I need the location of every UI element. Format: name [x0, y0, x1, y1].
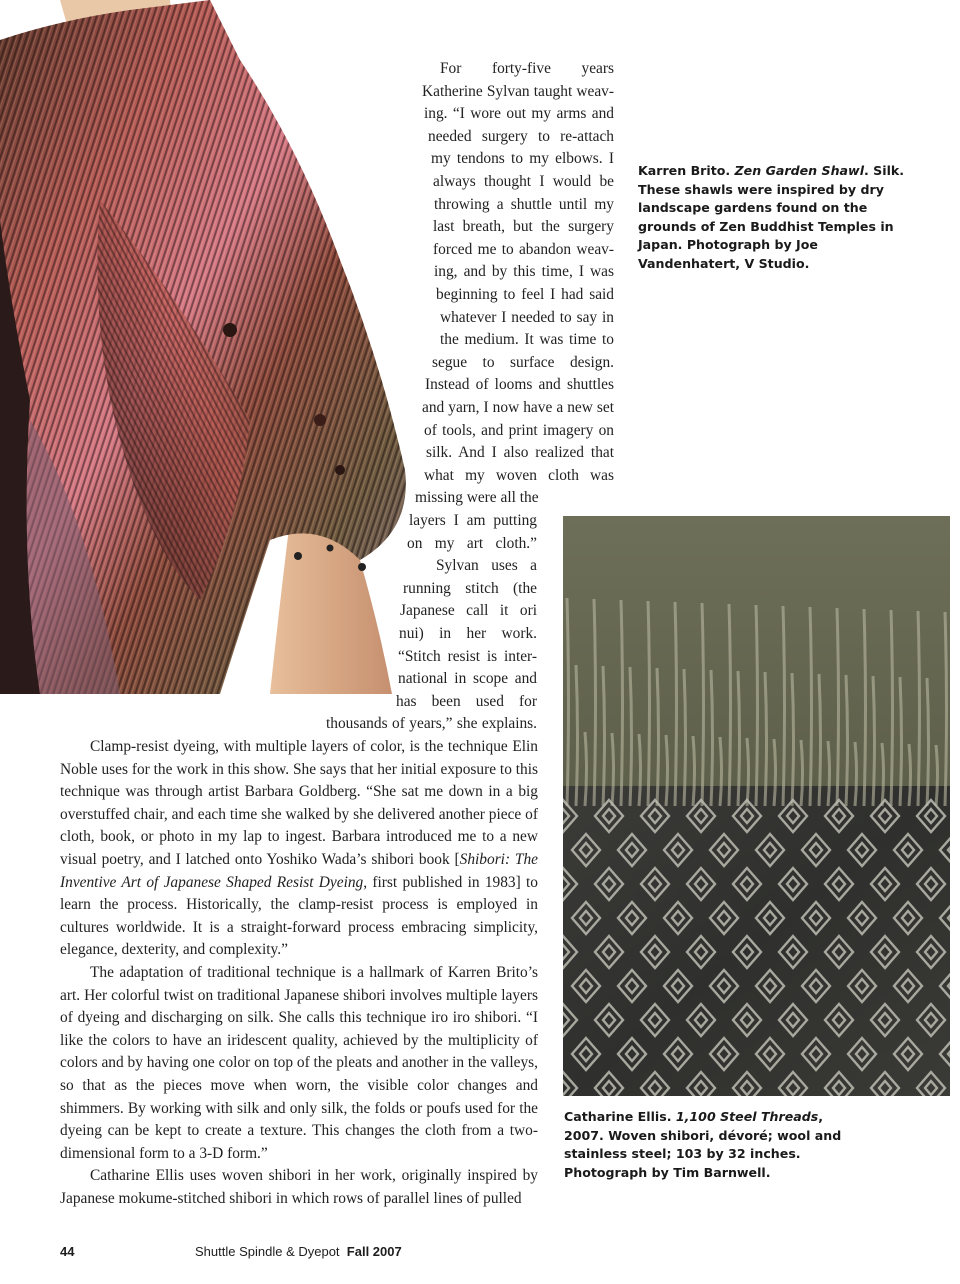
- resist-streak: [693, 736, 695, 806]
- publication-issue: Fall 2007: [346, 1244, 402, 1259]
- resist-streak: [801, 740, 803, 806]
- resist-streak: [810, 607, 812, 806]
- intro-text-line: last breath, but the surgery: [433, 218, 614, 236]
- intro-text-line: Japanese call it ori: [400, 602, 537, 620]
- intro-text-line: on my art cloth.”: [407, 534, 537, 552]
- paragraph-noble: [60, 736, 538, 962]
- book-title: Shibori: The Inventive Art of Japanese Shaped Resist Dyeing: [60, 850, 538, 891]
- caption-ellis: [564, 1108, 844, 1182]
- intro-text-line: ing. “I wore out my arms and: [424, 105, 614, 123]
- resist-streak: [846, 675, 848, 806]
- paragraph-noble-text: Clamp-resist dyeing, with multiple layers of color, is the technique Elin Noble uses for the work in this show. She says that her initial exposure to this technique was through artist Barbara Goldberg. “She sat me down in a big overstuffed chair, and each time she walked by she delivered another piece of cloth, book, or photo in my lap to ingest. Barbara introduced me to a new visual poetry, and I latched onto Yoshiko Wada’s shibori book [: [60, 738, 538, 868]
- intro-text-line: layers I am putting: [409, 512, 537, 529]
- intro-text-line: my tendons to my elbows. I: [431, 150, 614, 168]
- intro-text-line: always thought I would be: [433, 173, 614, 190]
- caption-brito-details: . Silk. These shawls were inspired by dry landscape gardens found on the grounds of Zen Buddhist Temples in Japan. Photograph by Joe Vandenhatert, V Studio.: [638, 163, 905, 271]
- resist-streak: [837, 608, 839, 806]
- woven-shibori-photo: [563, 516, 950, 1096]
- resist-streak: [909, 744, 911, 806]
- resist-streak: [648, 601, 650, 806]
- resist-streak: [819, 674, 821, 806]
- intro-text-line: Katherine Sylvan taught weav-: [422, 82, 614, 100]
- intro-text-line: For forty-five years: [440, 60, 614, 77]
- publication-name: Shuttle Spindle & Dyepot: [195, 1244, 340, 1259]
- resist-streak: [639, 734, 641, 806]
- intro-text-line: national in scope and: [398, 670, 537, 688]
- woven-illustration: [563, 516, 950, 1096]
- caption-ellis-details: , 2007. Woven shibori, dévoré; wool and stainless steel; 103 by 32 inches. Photograph by Tim Barnwell.: [564, 1109, 842, 1180]
- intro-text-line: whatever I needed to say in: [440, 308, 614, 326]
- shawl-photo: [0, 0, 420, 694]
- intro-text-line: running stitch (the: [403, 579, 537, 597]
- resist-streak: [594, 599, 596, 806]
- resist-streak: [882, 743, 884, 806]
- intro-text-line: silk. And I also realized that: [426, 444, 614, 462]
- resist-streak: [828, 741, 830, 806]
- resist-streak: [666, 735, 668, 806]
- caption-brito-artist: Karren Brito.: [638, 163, 735, 178]
- resist-streak: [891, 610, 893, 806]
- intro-text-line: and yarn, I now have a new set: [422, 399, 614, 416]
- caption-brito: [638, 162, 908, 274]
- caption-ellis-title: 1,100 Steel Threads: [675, 1109, 819, 1124]
- resist-streak: [873, 676, 875, 806]
- resist-streak: [900, 677, 902, 806]
- resist-streak: [792, 673, 794, 806]
- intro-text-line: nui) in her work.: [399, 625, 537, 642]
- intro-text-line: the medium. It was time to: [440, 331, 614, 349]
- resist-streak: [774, 739, 776, 806]
- intro-text-line: Instead of looms and shuttles: [425, 376, 614, 394]
- paragraph-noble-end: , first published in 1983] to learn the process. Historically, the clamp-resist process is employed in cultures worldwide. It is a straight-forward process embracing simplicity, elegance, dexterity, and complexity.”: [60, 873, 538, 959]
- resist-streak: [675, 602, 677, 806]
- paragraph-ellis: Catharine Ellis uses woven shibori in her work, originally inspired by Japanese mokume-stitched shibori in which rows of parallel lines of pulled: [60, 1167, 538, 1207]
- resist-streak: [927, 678, 929, 806]
- intro-text-line: has been used for: [396, 692, 537, 710]
- intro-text-line: needed surgery to re-attach: [428, 127, 614, 145]
- resist-streak: [855, 742, 857, 806]
- resist-streak: [936, 745, 938, 806]
- intro-text-line: missing were all the: [415, 489, 539, 507]
- resist-streak: [756, 605, 758, 806]
- intro-text-line: what my woven cloth was: [424, 466, 614, 484]
- paragraph-brito: The adaptation of traditional technique is a hallmark of Karren Brito’s art. Her colorful twist on traditional Japanese shibori involves multiple layers of dyeing and discharging on silk. She calls this technique iro iro shibori. “I like the colors to have an iridescent quality, achieved by the multiplicity of colors and by having one color on top of the pleats and another in the valleys, so that as the pieces move when worn, the visible color changes and shimmers. By working with silk and only silk, the folds or poufs used for the dyeing can be kept to create a texture. This changes the cloth from a two-dimensional form to a 3-D form.”: [60, 963, 538, 1162]
- resist-streak: [720, 737, 722, 806]
- page-number: 44: [60, 1244, 75, 1259]
- resist-streak: [711, 670, 713, 806]
- shawl-illustration: [0, 0, 420, 694]
- resist-streak: [747, 738, 749, 806]
- resist-streak: [585, 732, 587, 806]
- caption-brito-title: Zen Garden Shawl: [734, 163, 865, 178]
- intro-text-line: ing, and by this time, I was: [434, 263, 614, 281]
- resist-streak: [621, 600, 623, 806]
- resist-streak: [612, 733, 614, 806]
- intro-text-line: forced me to abandon weav-: [433, 240, 614, 258]
- resist-streak: [918, 611, 920, 806]
- intro-text-line: thousands of years,” she explains.: [326, 715, 537, 733]
- resist-streak: [684, 669, 686, 806]
- resist-streak: [729, 604, 731, 806]
- publication-footer: [195, 1244, 402, 1259]
- caption-ellis-artist: Catharine Ellis.: [564, 1109, 676, 1124]
- resist-streak: [603, 666, 605, 806]
- intro-text-line: “Stitch resist is inter-: [398, 647, 537, 665]
- resist-streak: [738, 671, 740, 806]
- resist-streak: [567, 598, 569, 806]
- resist-streak: [864, 609, 866, 806]
- resist-streak: [657, 668, 659, 806]
- intro-text-line: of tools, and print imagery on: [424, 421, 614, 439]
- resist-streak: [945, 612, 947, 806]
- resist-streak: [576, 665, 578, 806]
- intro-text-line: beginning to feel I had said: [436, 286, 614, 303]
- article-body: [60, 736, 538, 1210]
- resist-streak: [630, 667, 632, 806]
- resist-streak: [702, 603, 704, 806]
- intro-text-line: segue to surface design.: [432, 353, 614, 371]
- resist-streak: [765, 672, 767, 806]
- intro-text-line: Sylvan uses a: [436, 557, 537, 575]
- resist-streak: [783, 606, 785, 806]
- intro-text-line: throwing a shuttle until my: [434, 195, 614, 213]
